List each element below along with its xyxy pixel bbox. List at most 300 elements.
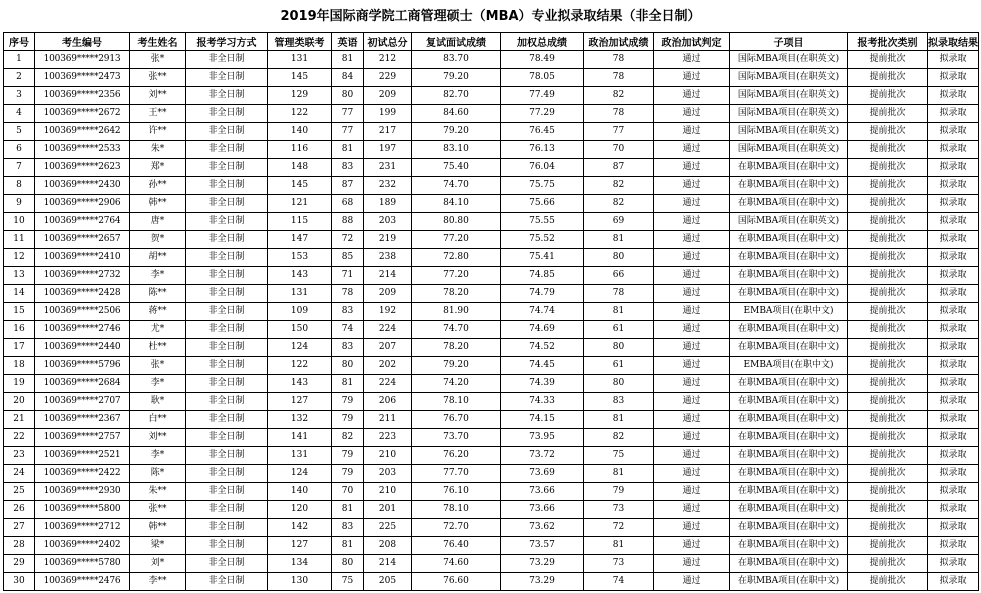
- cell-batch-type: 提前批次: [848, 87, 928, 105]
- cell-batch-type: 提前批次: [848, 519, 928, 537]
- cell-weighted-total: 78.05: [501, 69, 584, 87]
- cell-seq: 2: [4, 69, 35, 87]
- cell-initial-total: 205: [364, 573, 412, 591]
- cell-candidate-name: 刘**: [130, 87, 186, 105]
- cell-sub-project: 在职MBA项目(在职中文): [730, 249, 848, 267]
- cell-candidate-id: 100369*****2732: [35, 267, 130, 285]
- cell-politics-score: 69: [584, 213, 654, 231]
- cell-weighted-total: 77.29: [501, 105, 584, 123]
- cell-interview-score: 83.10: [412, 141, 501, 159]
- cell-study-mode: 非全日制: [186, 501, 268, 519]
- header-cell-study-mode: 报考学习方式: [186, 33, 268, 51]
- cell-politics-score: 82: [584, 177, 654, 195]
- cell-politics-result: 通过: [654, 267, 730, 285]
- cell-candidate-id: 100369*****2473: [35, 69, 130, 87]
- cell-initial-total: 201: [364, 501, 412, 519]
- cell-politics-result: 通过: [654, 249, 730, 267]
- cell-batch-type: 提前批次: [848, 213, 928, 231]
- cell-management-exam: 130: [268, 573, 332, 591]
- cell-sub-project: 在职MBA项目(在职中文): [730, 465, 848, 483]
- cell-candidate-id: 100369*****2367: [35, 411, 130, 429]
- cell-english: 79: [332, 465, 364, 483]
- header-cell-seq: 序号: [4, 33, 35, 51]
- cell-politics-result: 通过: [654, 195, 730, 213]
- cell-batch-type: 提前批次: [848, 429, 928, 447]
- cell-weighted-total: 73.29: [501, 573, 584, 591]
- cell-candidate-name: 张**: [130, 501, 186, 519]
- cell-english: 77: [332, 105, 364, 123]
- cell-politics-score: 74: [584, 573, 654, 591]
- cell-candidate-name: 李*: [130, 447, 186, 465]
- cell-management-exam: 127: [268, 393, 332, 411]
- cell-weighted-total: 74.85: [501, 267, 584, 285]
- cell-batch-type: 提前批次: [848, 483, 928, 501]
- cell-english: 84: [332, 69, 364, 87]
- cell-initial-total: 207: [364, 339, 412, 357]
- cell-politics-score: 80: [584, 249, 654, 267]
- cell-sub-project: 在职MBA项目(在职中文): [730, 177, 848, 195]
- cell-seq: 1: [4, 51, 35, 69]
- table-row: [4, 483, 979, 501]
- cell-candidate-id: 100369*****2913: [35, 51, 130, 69]
- cell-initial-total: 189: [364, 195, 412, 213]
- cell-management-exam: 120: [268, 501, 332, 519]
- cell-study-mode: 非全日制: [186, 285, 268, 303]
- table-row: [4, 447, 979, 465]
- cell-english: 72: [332, 231, 364, 249]
- header-cell-admission-result: 拟录取结果: [928, 33, 979, 51]
- cell-candidate-id: 100369*****2764: [35, 213, 130, 231]
- cell-study-mode: 非全日制: [186, 105, 268, 123]
- cell-sub-project: EMBA项目(在职中文): [730, 303, 848, 321]
- cell-candidate-name: 梁*: [130, 537, 186, 555]
- cell-admission-result: 拟录取: [928, 69, 979, 87]
- table-row: [4, 213, 979, 231]
- cell-sub-project: 在职MBA项目(在职中文): [730, 195, 848, 213]
- cell-politics-score: 81: [584, 537, 654, 555]
- cell-politics-score: 87: [584, 159, 654, 177]
- cell-seq: 22: [4, 429, 35, 447]
- cell-weighted-total: 76.13: [501, 141, 584, 159]
- cell-candidate-name: 杜**: [130, 339, 186, 357]
- cell-initial-total: 199: [364, 105, 412, 123]
- cell-initial-total: 203: [364, 213, 412, 231]
- cell-english: 81: [332, 51, 364, 69]
- cell-study-mode: 非全日制: [186, 123, 268, 141]
- cell-initial-total: 212: [364, 51, 412, 69]
- cell-batch-type: 提前批次: [848, 51, 928, 69]
- cell-politics-score: 66: [584, 267, 654, 285]
- cell-weighted-total: 74.39: [501, 375, 584, 393]
- cell-admission-result: 拟录取: [928, 213, 979, 231]
- cell-english: 81: [332, 375, 364, 393]
- cell-admission-result: 拟录取: [928, 537, 979, 555]
- cell-admission-result: 拟录取: [928, 375, 979, 393]
- cell-batch-type: 提前批次: [848, 357, 928, 375]
- cell-candidate-id: 100369*****2506: [35, 303, 130, 321]
- cell-candidate-name: 白**: [130, 411, 186, 429]
- cell-politics-score: 77: [584, 123, 654, 141]
- cell-batch-type: 提前批次: [848, 321, 928, 339]
- cell-sub-project: 在职MBA项目(在职中文): [730, 483, 848, 501]
- header-cell-candidate-id: 考生编号: [35, 33, 130, 51]
- table-row: [4, 69, 979, 87]
- cell-initial-total: 208: [364, 537, 412, 555]
- cell-management-exam: 143: [268, 375, 332, 393]
- cell-seq: 7: [4, 159, 35, 177]
- cell-initial-total: 206: [364, 393, 412, 411]
- cell-english: 83: [332, 339, 364, 357]
- cell-batch-type: 提前批次: [848, 177, 928, 195]
- cell-admission-result: 拟录取: [928, 465, 979, 483]
- cell-politics-score: 70: [584, 141, 654, 159]
- cell-sub-project: 在职MBA项目(在职中文): [730, 159, 848, 177]
- cell-candidate-name: 贺*: [130, 231, 186, 249]
- cell-interview-score: 80.80: [412, 213, 501, 231]
- cell-seq: 8: [4, 177, 35, 195]
- header-cell-interview-score: 复试面试成绩: [412, 33, 501, 51]
- cell-interview-score: 84.10: [412, 195, 501, 213]
- cell-management-exam: 122: [268, 105, 332, 123]
- cell-politics-result: 通过: [654, 357, 730, 375]
- cell-management-exam: 150: [268, 321, 332, 339]
- cell-seq: 30: [4, 573, 35, 591]
- cell-sub-project: 在职MBA项目(在职中文): [730, 231, 848, 249]
- cell-management-exam: 122: [268, 357, 332, 375]
- cell-interview-score: 79.20: [412, 69, 501, 87]
- cell-management-exam: 116: [268, 141, 332, 159]
- cell-candidate-id: 100369*****2430: [35, 177, 130, 195]
- cell-management-exam: 134: [268, 555, 332, 573]
- cell-initial-total: 211: [364, 411, 412, 429]
- cell-candidate-name: 李**: [130, 573, 186, 591]
- cell-weighted-total: 75.41: [501, 249, 584, 267]
- cell-study-mode: 非全日制: [186, 141, 268, 159]
- table-row: [4, 501, 979, 519]
- cell-sub-project: 在职MBA项目(在职中文): [730, 447, 848, 465]
- cell-candidate-name: 尤*: [130, 321, 186, 339]
- cell-candidate-name: 韩**: [130, 519, 186, 537]
- cell-admission-result: 拟录取: [928, 123, 979, 141]
- cell-study-mode: 非全日制: [186, 159, 268, 177]
- cell-seq: 20: [4, 393, 35, 411]
- cell-politics-result: 通过: [654, 105, 730, 123]
- cell-batch-type: 提前批次: [848, 555, 928, 573]
- cell-seq: 19: [4, 375, 35, 393]
- table-row: [4, 375, 979, 393]
- cell-candidate-id: 100369*****2476: [35, 573, 130, 591]
- cell-english: 81: [332, 537, 364, 555]
- cell-sub-project: 在职MBA项目(在职中文): [730, 429, 848, 447]
- table-row: [4, 87, 979, 105]
- cell-interview-score: 74.70: [412, 177, 501, 195]
- cell-interview-score: 78.10: [412, 393, 501, 411]
- cell-study-mode: 非全日制: [186, 339, 268, 357]
- cell-management-exam: 147: [268, 231, 332, 249]
- header-row: [4, 33, 979, 51]
- cell-interview-score: 76.70: [412, 411, 501, 429]
- cell-candidate-name: 唐*: [130, 213, 186, 231]
- cell-management-exam: 132: [268, 411, 332, 429]
- cell-politics-result: 通过: [654, 69, 730, 87]
- cell-batch-type: 提前批次: [848, 141, 928, 159]
- cell-interview-score: 74.60: [412, 555, 501, 573]
- cell-management-exam: 131: [268, 51, 332, 69]
- cell-politics-result: 通过: [654, 123, 730, 141]
- cell-batch-type: 提前批次: [848, 447, 928, 465]
- table-row: [4, 105, 979, 123]
- cell-english: 79: [332, 411, 364, 429]
- cell-english: 87: [332, 177, 364, 195]
- cell-candidate-id: 100369*****2757: [35, 429, 130, 447]
- cell-initial-total: 224: [364, 375, 412, 393]
- cell-interview-score: 72.80: [412, 249, 501, 267]
- cell-study-mode: 非全日制: [186, 51, 268, 69]
- cell-initial-total: 223: [364, 429, 412, 447]
- table-body: [4, 51, 979, 591]
- cell-candidate-id: 100369*****2930: [35, 483, 130, 501]
- cell-candidate-name: 李*: [130, 267, 186, 285]
- table-row: [4, 339, 979, 357]
- cell-admission-result: 拟录取: [928, 483, 979, 501]
- cell-seq: 29: [4, 555, 35, 573]
- cell-candidate-id: 100369*****2422: [35, 465, 130, 483]
- cell-candidate-id: 100369*****5796: [35, 357, 130, 375]
- table-row: [4, 321, 979, 339]
- cell-admission-result: 拟录取: [928, 249, 979, 267]
- header-cell-management-exam: 管理类联考: [268, 33, 332, 51]
- cell-seq: 9: [4, 195, 35, 213]
- cell-management-exam: 124: [268, 339, 332, 357]
- cell-weighted-total: 78.49: [501, 51, 584, 69]
- cell-english: 70: [332, 483, 364, 501]
- cell-weighted-total: 75.52: [501, 231, 584, 249]
- cell-admission-result: 拟录取: [928, 573, 979, 591]
- cell-weighted-total: 73.72: [501, 447, 584, 465]
- cell-english: 79: [332, 393, 364, 411]
- cell-politics-result: 通过: [654, 411, 730, 429]
- cell-admission-result: 拟录取: [928, 321, 979, 339]
- header-cell-english: 英语: [332, 33, 364, 51]
- cell-study-mode: 非全日制: [186, 249, 268, 267]
- cell-candidate-id: 100369*****2657: [35, 231, 130, 249]
- cell-initial-total: 214: [364, 555, 412, 573]
- cell-interview-score: 77.20: [412, 267, 501, 285]
- cell-candidate-id: 100369*****2521: [35, 447, 130, 465]
- cell-politics-result: 通过: [654, 231, 730, 249]
- cell-candidate-name: 耿*: [130, 393, 186, 411]
- cell-interview-score: 82.70: [412, 87, 501, 105]
- cell-politics-score: 82: [584, 195, 654, 213]
- cell-candidate-id: 100369*****2410: [35, 249, 130, 267]
- cell-candidate-id: 100369*****2746: [35, 321, 130, 339]
- cell-initial-total: 217: [364, 123, 412, 141]
- table-row: [4, 267, 979, 285]
- table-row: [4, 519, 979, 537]
- cell-weighted-total: 75.55: [501, 213, 584, 231]
- cell-seq: 23: [4, 447, 35, 465]
- cell-sub-project: 国际MBA项目(在职英文): [730, 51, 848, 69]
- cell-batch-type: 提前批次: [848, 501, 928, 519]
- cell-batch-type: 提前批次: [848, 105, 928, 123]
- cell-management-exam: 145: [268, 69, 332, 87]
- cell-politics-score: 82: [584, 429, 654, 447]
- cell-politics-result: 通过: [654, 285, 730, 303]
- cell-batch-type: 提前批次: [848, 123, 928, 141]
- cell-weighted-total: 73.62: [501, 519, 584, 537]
- cell-english: 83: [332, 519, 364, 537]
- cell-english: 80: [332, 555, 364, 573]
- cell-seq: 3: [4, 87, 35, 105]
- cell-politics-result: 通过: [654, 537, 730, 555]
- cell-politics-score: 75: [584, 447, 654, 465]
- cell-politics-result: 通过: [654, 321, 730, 339]
- cell-seq: 27: [4, 519, 35, 537]
- cell-study-mode: 非全日制: [186, 303, 268, 321]
- cell-admission-result: 拟录取: [928, 393, 979, 411]
- cell-initial-total: 209: [364, 285, 412, 303]
- cell-study-mode: 非全日制: [186, 195, 268, 213]
- cell-sub-project: 在职MBA项目(在职中文): [730, 411, 848, 429]
- cell-batch-type: 提前批次: [848, 285, 928, 303]
- cell-weighted-total: 75.66: [501, 195, 584, 213]
- cell-study-mode: 非全日制: [186, 213, 268, 231]
- cell-english: 75: [332, 573, 364, 591]
- cell-seq: 17: [4, 339, 35, 357]
- cell-study-mode: 非全日制: [186, 267, 268, 285]
- cell-batch-type: 提前批次: [848, 231, 928, 249]
- cell-english: 80: [332, 87, 364, 105]
- cell-politics-score: 78: [584, 285, 654, 303]
- cell-initial-total: 219: [364, 231, 412, 249]
- cell-candidate-name: 朱*: [130, 141, 186, 159]
- table-row: [4, 411, 979, 429]
- cell-politics-score: 81: [584, 465, 654, 483]
- cell-politics-result: 通过: [654, 447, 730, 465]
- cell-candidate-name: 孙**: [130, 177, 186, 195]
- cell-management-exam: 153: [268, 249, 332, 267]
- cell-english: 80: [332, 357, 364, 375]
- table-row: [4, 249, 979, 267]
- cell-politics-result: 通过: [654, 141, 730, 159]
- cell-politics-score: 81: [584, 303, 654, 321]
- table-row: [4, 51, 979, 69]
- cell-interview-score: 76.20: [412, 447, 501, 465]
- cell-admission-result: 拟录取: [928, 555, 979, 573]
- cell-candidate-id: 100369*****2672: [35, 105, 130, 123]
- cell-weighted-total: 74.15: [501, 411, 584, 429]
- cell-politics-result: 通过: [654, 483, 730, 501]
- cell-management-exam: 109: [268, 303, 332, 321]
- cell-weighted-total: 73.66: [501, 501, 584, 519]
- cell-english: 88: [332, 213, 364, 231]
- table-row: [4, 285, 979, 303]
- cell-seq: 18: [4, 357, 35, 375]
- table-row: [4, 141, 979, 159]
- cell-initial-total: 231: [364, 159, 412, 177]
- cell-interview-score: 72.70: [412, 519, 501, 537]
- cell-management-exam: 131: [268, 447, 332, 465]
- cell-candidate-id: 100369*****2402: [35, 537, 130, 555]
- cell-admission-result: 拟录取: [928, 105, 979, 123]
- cell-candidate-id: 100369*****5800: [35, 501, 130, 519]
- cell-management-exam: 145: [268, 177, 332, 195]
- cell-study-mode: 非全日制: [186, 393, 268, 411]
- cell-study-mode: 非全日制: [186, 375, 268, 393]
- cell-weighted-total: 74.74: [501, 303, 584, 321]
- cell-interview-score: 83.70: [412, 51, 501, 69]
- cell-candidate-name: 张**: [130, 69, 186, 87]
- table-row: [4, 303, 979, 321]
- cell-politics-score: 73: [584, 555, 654, 573]
- cell-candidate-id: 100369*****2428: [35, 285, 130, 303]
- cell-english: 82: [332, 429, 364, 447]
- cell-seq: 24: [4, 465, 35, 483]
- cell-admission-result: 拟录取: [928, 141, 979, 159]
- cell-politics-score: 61: [584, 321, 654, 339]
- cell-initial-total: 224: [364, 321, 412, 339]
- cell-politics-result: 通过: [654, 51, 730, 69]
- results-table: [3, 32, 979, 591]
- cell-sub-project: 在职MBA项目(在职中文): [730, 375, 848, 393]
- cell-initial-total: 225: [364, 519, 412, 537]
- cell-weighted-total: 74.45: [501, 357, 584, 375]
- cell-seq: 14: [4, 285, 35, 303]
- cell-initial-total: 203: [364, 465, 412, 483]
- header-cell-politics-result: 政治加试判定: [654, 33, 730, 51]
- cell-management-exam: 127: [268, 537, 332, 555]
- cell-weighted-total: 74.69: [501, 321, 584, 339]
- cell-candidate-name: 刘*: [130, 555, 186, 573]
- cell-sub-project: 国际MBA项目(在职英文): [730, 69, 848, 87]
- cell-study-mode: 非全日制: [186, 537, 268, 555]
- cell-candidate-name: 张*: [130, 51, 186, 69]
- cell-interview-score: 78.20: [412, 339, 501, 357]
- table-row: [4, 537, 979, 555]
- cell-management-exam: 124: [268, 465, 332, 483]
- cell-politics-result: 通过: [654, 573, 730, 591]
- cell-english: 68: [332, 195, 364, 213]
- cell-sub-project: 国际MBA项目(在职英文): [730, 141, 848, 159]
- cell-interview-score: 84.60: [412, 105, 501, 123]
- cell-politics-result: 通过: [654, 87, 730, 105]
- cell-candidate-name: 蒋**: [130, 303, 186, 321]
- cell-initial-total: 192: [364, 303, 412, 321]
- table-row: [4, 159, 979, 177]
- cell-interview-score: 79.20: [412, 123, 501, 141]
- cell-management-exam: 115: [268, 213, 332, 231]
- cell-candidate-id: 100369*****2642: [35, 123, 130, 141]
- cell-sub-project: 在职MBA项目(在职中文): [730, 321, 848, 339]
- cell-weighted-total: 77.49: [501, 87, 584, 105]
- cell-candidate-id: 100369*****5780: [35, 555, 130, 573]
- cell-interview-score: 76.60: [412, 573, 501, 591]
- cell-management-exam: 143: [268, 267, 332, 285]
- cell-weighted-total: 74.33: [501, 393, 584, 411]
- cell-interview-score: 78.10: [412, 501, 501, 519]
- cell-english: 81: [332, 501, 364, 519]
- header-cell-initial-total: 初试总分: [364, 33, 412, 51]
- cell-management-exam: 148: [268, 159, 332, 177]
- cell-admission-result: 拟录取: [928, 51, 979, 69]
- cell-batch-type: 提前批次: [848, 411, 928, 429]
- header-cell-candidate-name: 考生姓名: [130, 33, 186, 51]
- table-row: [4, 573, 979, 591]
- cell-seq: 21: [4, 411, 35, 429]
- cell-weighted-total: 74.79: [501, 285, 584, 303]
- cell-management-exam: 141: [268, 429, 332, 447]
- cell-weighted-total: 74.52: [501, 339, 584, 357]
